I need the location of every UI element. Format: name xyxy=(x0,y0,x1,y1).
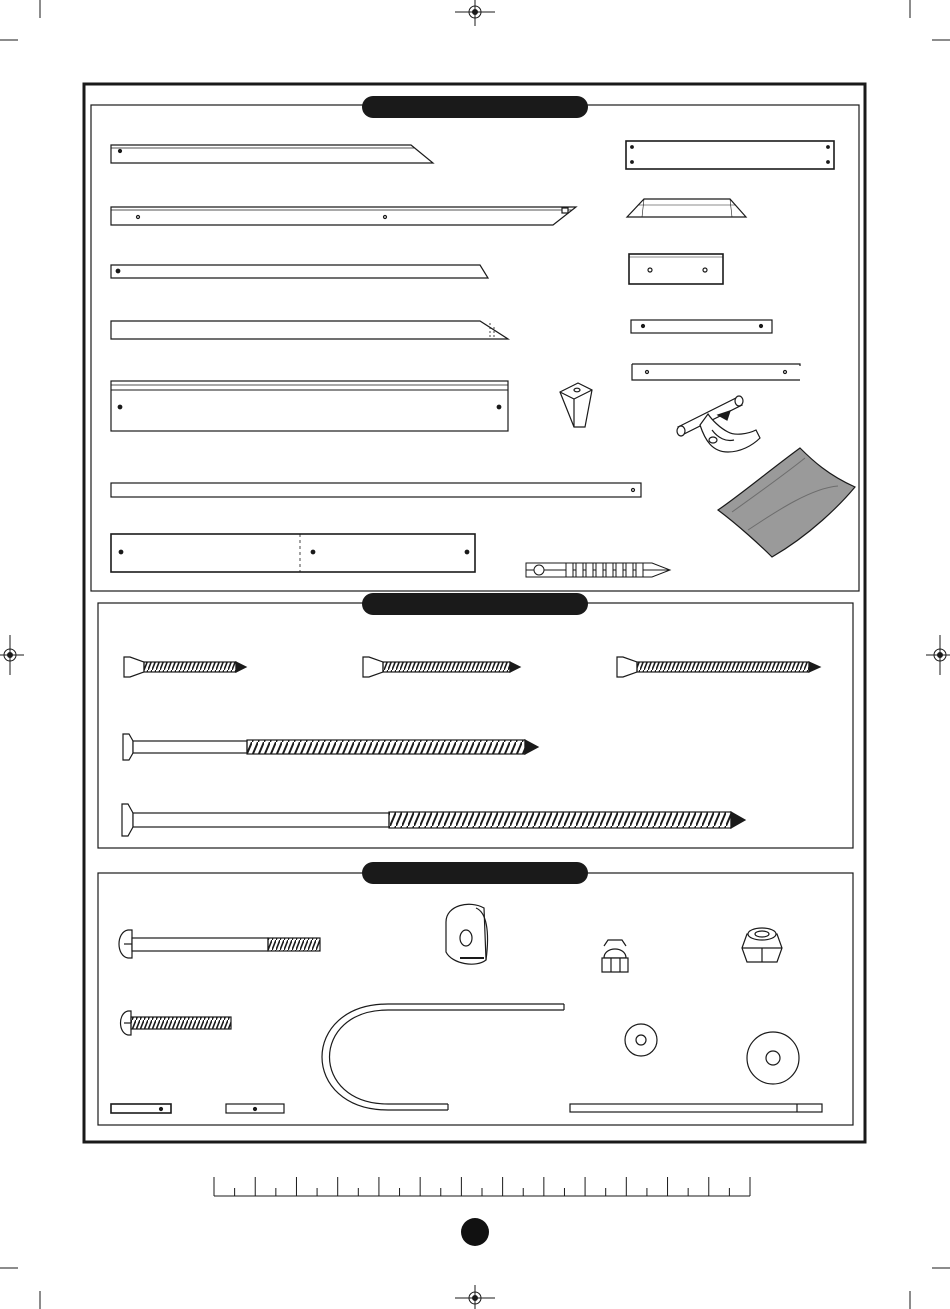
wedge-block xyxy=(560,383,592,427)
board-short-strip-a xyxy=(631,320,772,333)
carriage-bolt-short xyxy=(121,1011,232,1035)
registration-target-bottom xyxy=(455,1285,495,1309)
lag-screw-long xyxy=(123,734,538,760)
page-number-badge xyxy=(461,1218,489,1246)
j-bolt-icon xyxy=(322,1004,564,1110)
section-header-pill xyxy=(362,593,588,615)
block-trapezoid xyxy=(627,199,746,217)
section-lag-screws xyxy=(98,593,853,848)
board-short-strip-b xyxy=(632,364,800,380)
board-angled-a xyxy=(111,145,433,163)
lock-nut-icon xyxy=(742,928,782,962)
board-short-flat xyxy=(626,141,834,169)
board-angled-d xyxy=(111,321,508,339)
lag-screw-short-a xyxy=(124,657,246,677)
hardware-bag-icon xyxy=(718,448,855,557)
lag-screw-short-c xyxy=(617,657,820,677)
board-long-thin xyxy=(111,483,641,497)
rod-long xyxy=(570,1104,822,1112)
section-bolts-hardware xyxy=(98,862,853,1125)
ground-stake-icon xyxy=(526,563,670,577)
washer-small-icon xyxy=(625,1024,657,1056)
carriage-bolt-long xyxy=(119,930,320,958)
board-angled-c xyxy=(111,265,488,278)
acorn-nut-icon xyxy=(602,940,628,972)
pin-strip-b xyxy=(226,1104,284,1113)
section-header-pill xyxy=(362,96,588,118)
pin-strip-a xyxy=(111,1104,171,1113)
measurement-ruler xyxy=(214,1177,750,1196)
registration-target-right xyxy=(926,635,950,675)
bushing-icon xyxy=(446,904,488,964)
lag-screw-short-b xyxy=(363,657,520,677)
registration-target-top xyxy=(455,0,495,26)
section-lumber xyxy=(91,96,859,591)
section-header-pill xyxy=(362,862,588,884)
board-angled-b xyxy=(111,207,576,225)
registration-target-left xyxy=(0,635,24,675)
lag-screw-extra-long xyxy=(122,804,745,836)
board-split xyxy=(111,534,475,572)
board-wide-lipped xyxy=(111,381,508,431)
block-small-plate xyxy=(629,254,723,284)
washer-large-icon xyxy=(747,1032,799,1084)
swing-hanger-icon xyxy=(677,396,760,452)
